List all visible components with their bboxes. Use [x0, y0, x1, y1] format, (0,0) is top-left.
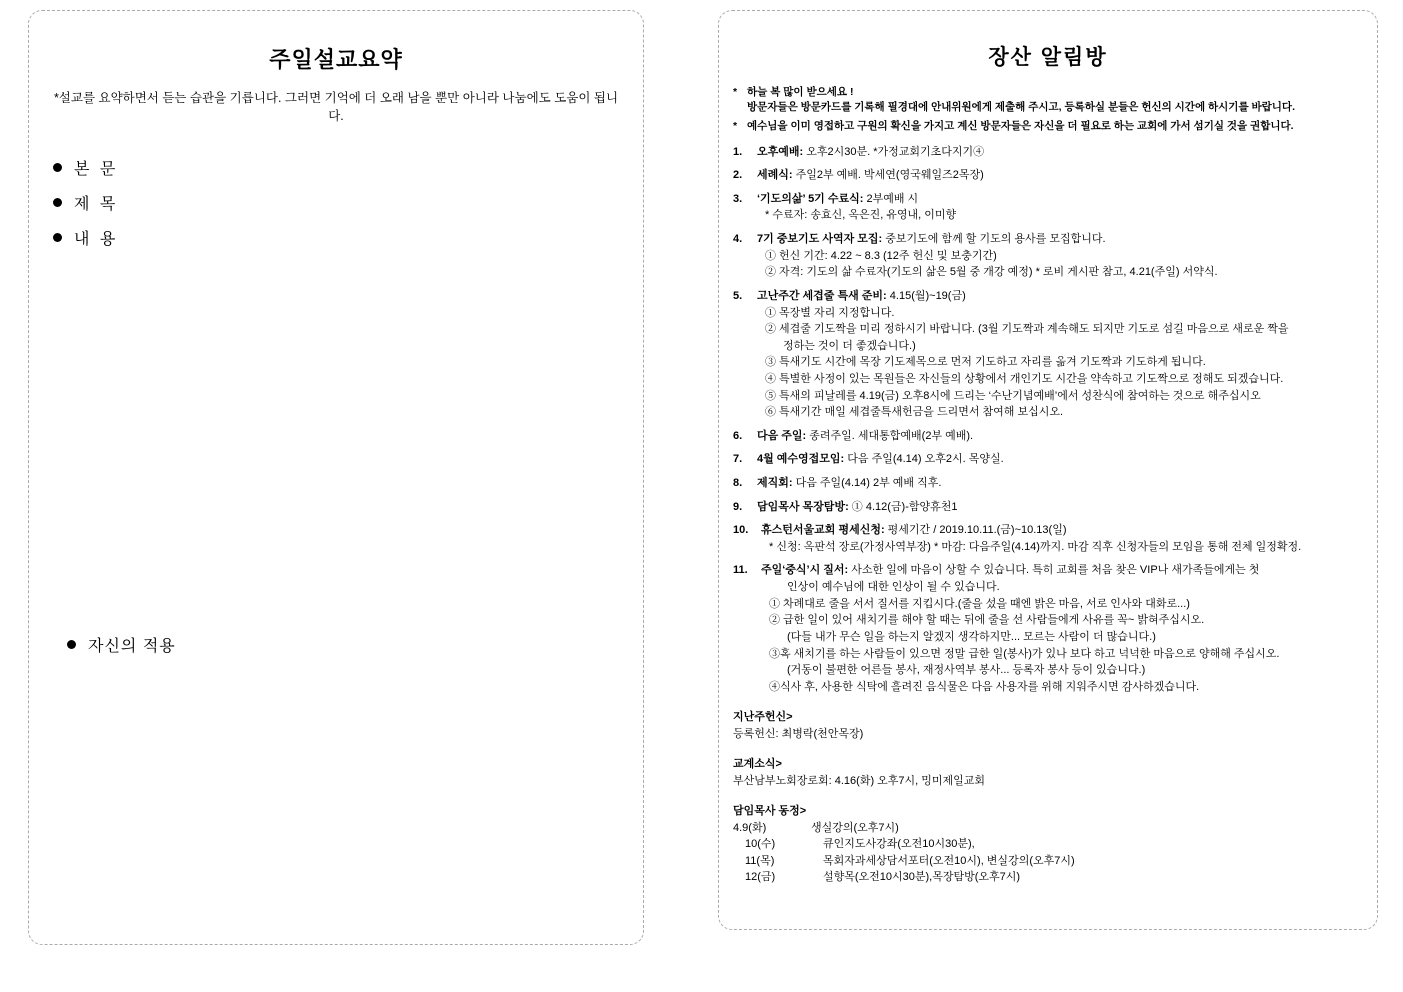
item-body [757, 289, 1363, 421]
item-title [757, 500, 1363, 516]
item-body [757, 452, 1363, 468]
schedule-date: 4.9(화) [733, 821, 767, 834]
item-title [761, 523, 1363, 539]
announcements-panel [718, 10, 1378, 930]
item-title [757, 452, 1363, 468]
item-title-text: 오후예배: [757, 145, 804, 158]
item-subline: (다들 내가 무슨 일을 하는지 알겠지 생각하지만... 모르는 사람이 더 많습니다.) [787, 630, 1156, 643]
item-title-text: ‘기도의삶’ 5기 수료식: [757, 192, 864, 205]
item-number: 4. [733, 233, 743, 246]
notice-head: 예수님을 이미 영접하고 구원의 확신을 가지고 계신 방문자들은 자신을 더 필요로 하는 교회에 가서 섬기실 것을 권합니다. [747, 120, 1294, 133]
list-item [733, 523, 1363, 555]
list-item [733, 192, 1363, 224]
item-body [757, 145, 1363, 161]
item-title-text: 담임목사 목장탐방: [757, 500, 849, 513]
asterisk-icon: * [733, 120, 738, 133]
item-title-rest: 종려주일. 세대통합예배(2부 예배). [809, 429, 974, 442]
field-label: 내 용 [74, 231, 119, 248]
item-title-rest: 다음 주일(4.14) 오후2시. 목양실. [847, 453, 1004, 466]
schedule-date: 11(목) [745, 854, 775, 867]
item-body [761, 563, 1363, 695]
item-title-rest: 다음 주일(4.14) 2부 예배 직후. [795, 477, 942, 490]
list-item [733, 476, 1363, 492]
schedule-text: 목회자과세상담서포터(오전10시), 변실강의(오후7시) [823, 854, 1075, 867]
item-title-text: 7기 중보기도 사역자 모집: [757, 233, 883, 246]
list-item [733, 289, 1363, 421]
item-title-text: 고난주간 세겹줄 특새 준비: [757, 289, 887, 302]
item-title-text: 휴스턴서울교회 평세신청: [761, 524, 885, 537]
list-item [53, 226, 619, 249]
announcement-list [733, 145, 1363, 696]
item-title [757, 168, 1363, 184]
item-subline: ① 차례대로 줄을 서서 질서를 지킵시다.(줄을 섰을 때엔 밝은 마음, 서로 인사와 대화로...) [769, 597, 1190, 610]
item-number: 11. [733, 564, 748, 577]
item-number: 6. [733, 429, 743, 442]
item-subline: ④ 특별한 사정이 있는 목원들은 자신들의 상황에서 개인기도 시간을 약속하고 기도짝으로 정해도 되겠습니다. [765, 372, 1284, 385]
bullet-dot-icon [67, 640, 76, 649]
item-subline: 정하는 것이 더 좋겠습니다.) [783, 339, 916, 352]
item-title [761, 563, 1363, 579]
bullet-dot-icon [53, 198, 62, 207]
list-item [733, 232, 1363, 281]
item-title-rest: 평세기간 / 2019.10.11.(금)~10.13(일) [887, 524, 1067, 537]
notice-item [733, 119, 1363, 134]
list-item [733, 168, 1363, 184]
item-subline: ① 목장별 자리 지정합니다. [765, 306, 895, 319]
item-body [757, 476, 1363, 492]
sermon-summary-panel [28, 10, 644, 945]
item-title-rest: 중보기도에 함께 할 기도의 용사를 모집합니다. [885, 233, 1106, 246]
item-title-rest: 4.15(월)~19(금) [889, 289, 966, 302]
item-subline: ⑥ 특새기간 매일 세겹줄특새헌금을 드리면서 참여해 보십시오. [765, 406, 1064, 419]
item-subline: ② 세겹줄 기도짝을 미리 정하시기 바랍니다. (3월 기도짝과 계속해도 되지만 기도로 섬길 마음으로 새로운 짝을 [765, 323, 1289, 336]
list-item [733, 429, 1363, 445]
item-body [757, 500, 1363, 516]
notice-body: 방문자들은 방문카드를 기록해 필경대에 안내위원에게 제출해 주시고, 등록하실 분들은 헌신의 시간에 하시기를 바랍니다. [747, 101, 1295, 114]
item-subline: ③ 특새기도 시간에 목장 기도제목으로 먼저 기도하고 자리를 옮겨 기도짝과 기도하게 됩니다. [765, 356, 1206, 369]
item-body [757, 429, 1363, 445]
item-body [757, 168, 1363, 184]
item-number: 3. [733, 192, 743, 205]
sermon-summary-title: 주일설교요약 [269, 47, 403, 72]
item-subline: * 수료자: 송효신, 옥은진, 유영내, 이미향 [765, 209, 957, 222]
field-label: 본 문 [74, 161, 119, 178]
asterisk-icon: * [733, 86, 738, 98]
item-title-text: 제직회: [757, 477, 793, 490]
item-subline: ② 자격: 기도의 삶 수료자(기도의 삶은 5월 중 개강 예정) * 로비 게시판 참고, 4.21(주일) 서약식. [765, 266, 1218, 279]
item-title-text: 주일‘중식’시 질서: [761, 564, 849, 577]
notice-head: 하늘 복 많이 받으세요 ! [747, 86, 854, 98]
item-title-text: 4월 예수영접모임: [757, 453, 845, 466]
item-subline: ④식사 후, 사용한 식탁에 흘려진 음식물은 다음 사용자를 위해 지워주시면 감사하겠습니다. [769, 680, 1200, 693]
welcome-notices [733, 85, 1363, 135]
item-subline: 인상이 예수님에 대한 인상이 될 수 있습니다. [787, 581, 1000, 594]
list-item [53, 191, 619, 214]
item-number: 5. [733, 289, 743, 302]
item-subline: * 신청: 옥판석 장로(가정사역부장) * 마감: 다음주일(4.14)까지. 마감 직후 신청자들의 모임을 통해 전체 일정확정. [769, 540, 1302, 553]
section-church-news [733, 756, 1363, 789]
item-subline: ③혹 새치기를 하는 사람들이 있으면 정말 급한 일(봉사)가 있나 보다 하고 넉넉한 마음으로 양해해 주십시오. [769, 647, 1280, 660]
schedule-row [733, 853, 1363, 870]
item-title-rest: ① 4.12(금)-함양휴천1 [851, 500, 958, 513]
schedule-row [733, 820, 1363, 837]
bullet-dot-icon [53, 233, 62, 242]
item-title [757, 232, 1363, 248]
item-body [757, 232, 1363, 281]
section-line: 부산남부노회장로회: 4.16(화) 오후7시, 밍미제일교회 [733, 774, 986, 787]
section-pastor-schedule [733, 803, 1363, 886]
item-title [757, 192, 1363, 208]
item-title-rest: 2부예배 시 [866, 192, 919, 205]
personal-application-label: 자신의 적용 [88, 638, 176, 655]
item-number: 2. [733, 169, 743, 182]
item-number: 7. [733, 453, 743, 466]
item-subline: (거동이 불편한 어른들 봉사, 재정사역부 봉사... 등록자 봉사 등이 있습니다.) [787, 664, 1146, 677]
item-title-rest: 주일2부 예배. 박세연(영국웨일즈2목장) [795, 169, 984, 182]
item-number: 9. [733, 500, 743, 513]
section-heading: 지난주헌신> [733, 711, 793, 724]
schedule-row [733, 836, 1363, 853]
sermon-summary-fields [53, 156, 619, 249]
item-body [757, 192, 1363, 224]
item-subline: ② 급한 일이 있어 새치기를 해야 할 때는 뒤에 줄을 선 사람들에게 사유를 꼭~ 밝혀주십시오. [769, 614, 1205, 627]
personal-application-row [67, 633, 176, 656]
field-label: 제 목 [74, 196, 119, 213]
item-number: 8. [733, 477, 743, 490]
sermon-summary-subtitle: *설교를 요약하면서 듣는 습관을 기릅니다. 그러면 기억에 더 오래 남을 뿐만 아니라 나눔에도 도움이 됩니다. [53, 91, 619, 123]
schedule-text: 생실강의(오후7시) [811, 821, 899, 834]
item-title [757, 429, 1363, 445]
item-subline: ① 헌신 기간: 4.22 ~ 8.3 (12주 헌신 및 보충기간) [765, 249, 997, 262]
item-number: 10. [733, 524, 749, 537]
item-title [757, 289, 1363, 305]
schedule-date: 12(금) [745, 871, 776, 884]
item-number: 1. [733, 145, 743, 158]
section-last-week-offering [733, 709, 1363, 742]
item-title-rest: 오후2시30분. *가정교회기초다지기④ [806, 145, 985, 158]
announcements-title: 장산 알림방 [988, 46, 1108, 69]
schedule-date: 10(수) [745, 838, 776, 851]
schedule-text: 큐인지도사강좌(오전10시30분), [823, 838, 975, 851]
item-body [761, 523, 1363, 555]
section-line: 등록헌신: 최병락(천안목장) [733, 727, 864, 740]
item-title-text: 다음 주일: [757, 429, 807, 442]
bullet-dot-icon [53, 163, 62, 172]
schedule-row [733, 869, 1363, 886]
section-heading: 담임목사 동정> [733, 805, 807, 818]
schedule-text: 설향목(오전10시30분),목장탐방(오후7시) [823, 871, 1021, 884]
list-item [733, 563, 1363, 695]
item-title [757, 145, 1363, 161]
list-item [53, 156, 619, 179]
item-title-rest: 사소한 일에 마음이 상할 수 있습니다. 특히 교회를 처음 찾은 VIP나 새가족들에게는 첫 [851, 564, 1260, 577]
notice-item [733, 85, 1363, 100]
section-heading: 교계소식> [733, 758, 782, 771]
item-title-text: 세례식: [757, 169, 793, 182]
list-item [733, 145, 1363, 161]
item-subline: ⑤ 특새의 피날레를 4.19(금) 오후8시에 드리는 ‘수난기념예배’에서 성찬식에 참여하는 것으로 해주십시오 [765, 389, 1261, 402]
item-title [757, 476, 1363, 492]
list-item [733, 452, 1363, 468]
list-item [733, 500, 1363, 516]
